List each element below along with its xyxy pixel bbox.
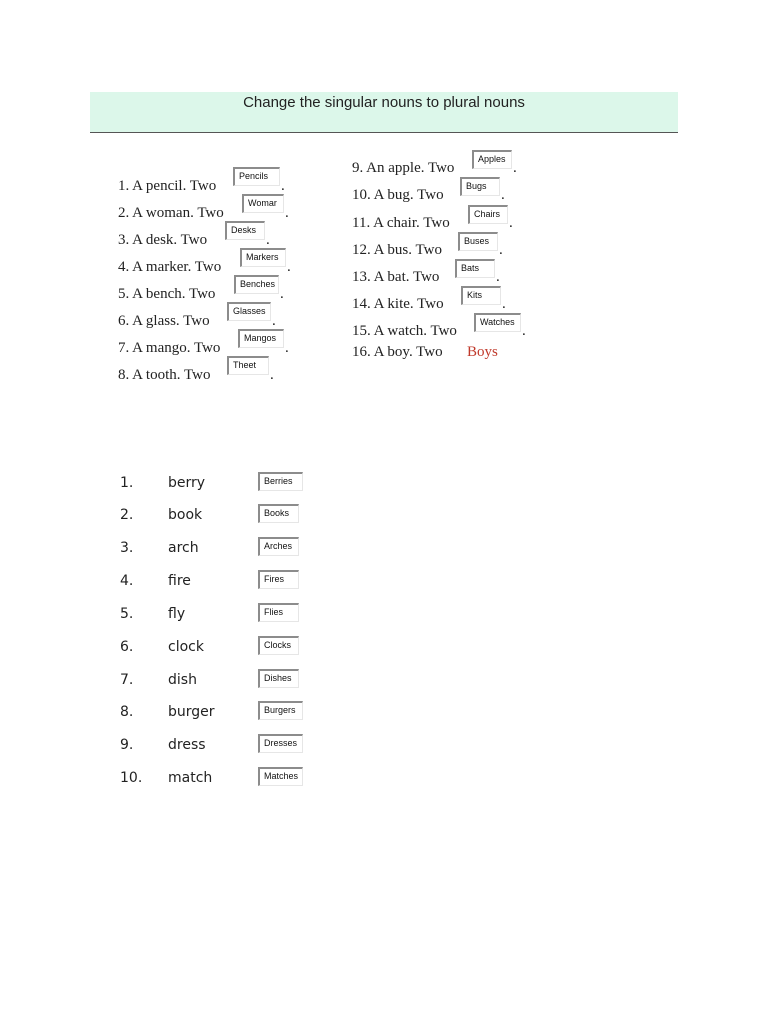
list-answer-field[interactable]: Dishes [258,669,299,688]
answer-field-12[interactable]: Buses [458,232,498,251]
list-number: 3. [120,540,134,556]
answer-field-6[interactable]: Glasses [227,302,271,321]
sentence-8: 8. A tooth. Two [118,367,211,383]
list-answer-field[interactable]: Arches [258,537,299,556]
answer-field-2[interactable]: Womar [242,194,284,213]
period: . [509,215,513,231]
answer-field-8[interactable]: Theet [227,356,269,375]
list-number: 4. [120,573,134,589]
period: . [522,323,526,339]
period: . [499,242,503,258]
sentence-1: 1. A pencil. Two [118,178,217,194]
period: . [496,269,500,285]
list-number: 10. [120,770,143,786]
sentence-15: 15. A watch. Two [352,323,457,339]
period: . [285,205,289,221]
period: . [502,296,506,312]
period: . [501,187,505,203]
answer-field-5[interactable]: Benches [234,275,279,294]
period: . [266,232,270,248]
sentence-12: 12. A bus. Two [352,242,442,258]
list-word: burger [168,704,215,720]
sentence-4: 4. A marker. Two [118,259,222,275]
sentence-14: 14. A kite. Two [352,296,444,312]
list-answer-field[interactable]: Matches [258,767,303,786]
list-number: 9. [120,737,134,753]
page-title: Change the singular nouns to plural nouns [243,94,525,111]
answer-field-7[interactable]: Mangos [238,329,284,348]
list-word: dress [168,737,206,753]
answer-text-16: Boys [467,344,498,360]
list-answer-field[interactable]: Berries [258,472,303,491]
sentence-16: 16. A boy. Two [352,344,443,360]
answer-field-4[interactable]: Markers [240,248,286,267]
period: . [280,286,284,302]
answer-field-15[interactable]: Watches [474,313,521,332]
list-answer-field[interactable]: Books [258,504,299,523]
answer-field-9[interactable]: Apples [472,150,512,169]
sentence-10: 10. A bug. Two [352,187,444,203]
answer-field-1[interactable]: Pencils [233,167,280,186]
period: . [281,178,285,194]
list-answer-field[interactable]: Dresses [258,734,303,753]
list-word: fly [168,606,186,622]
list-word: fire [168,573,191,589]
period: . [513,160,517,176]
list-word: arch [168,540,199,556]
list-answer-field[interactable]: Fires [258,570,299,589]
list-word: match [168,770,213,786]
answer-field-13[interactable]: Bats [455,259,495,278]
sentence-7: 7. A mango. Two [118,340,221,356]
list-word: clock [168,639,204,655]
sentence-9: 9. An apple. Two [352,160,455,176]
sentence-13: 13. A bat. Two [352,269,440,285]
answer-field-3[interactable]: Desks [225,221,265,240]
list-number: 6. [120,639,134,655]
answer-field-11[interactable]: Chairs [468,205,508,224]
list-word: dish [168,672,197,688]
title-banner [90,92,678,133]
list-number: 7. [120,672,134,688]
list-number: 8. [120,704,134,720]
list-answer-field[interactable]: Flies [258,603,299,622]
list-number: 2. [120,507,134,523]
sentence-3: 3. A desk. Two [118,232,208,248]
list-number: 1. [120,475,134,491]
list-word: book [168,507,203,523]
list-word: berry [168,475,206,491]
period: . [285,340,289,356]
list-answer-field[interactable]: Burgers [258,701,303,720]
sentence-2: 2. A woman. Two [118,205,224,221]
period: . [272,313,276,329]
sentence-11: 11. A chair. Two [352,215,450,231]
list-answer-field[interactable]: Clocks [258,636,299,655]
sentence-5: 5. A bench. Two [118,286,216,302]
answer-field-14[interactable]: Kits [461,286,501,305]
sentence-6: 6. A glass. Two [118,313,210,329]
answer-field-10[interactable]: Bugs [460,177,500,196]
period: . [287,259,291,275]
list-number: 5. [120,606,134,622]
period: . [270,367,274,383]
